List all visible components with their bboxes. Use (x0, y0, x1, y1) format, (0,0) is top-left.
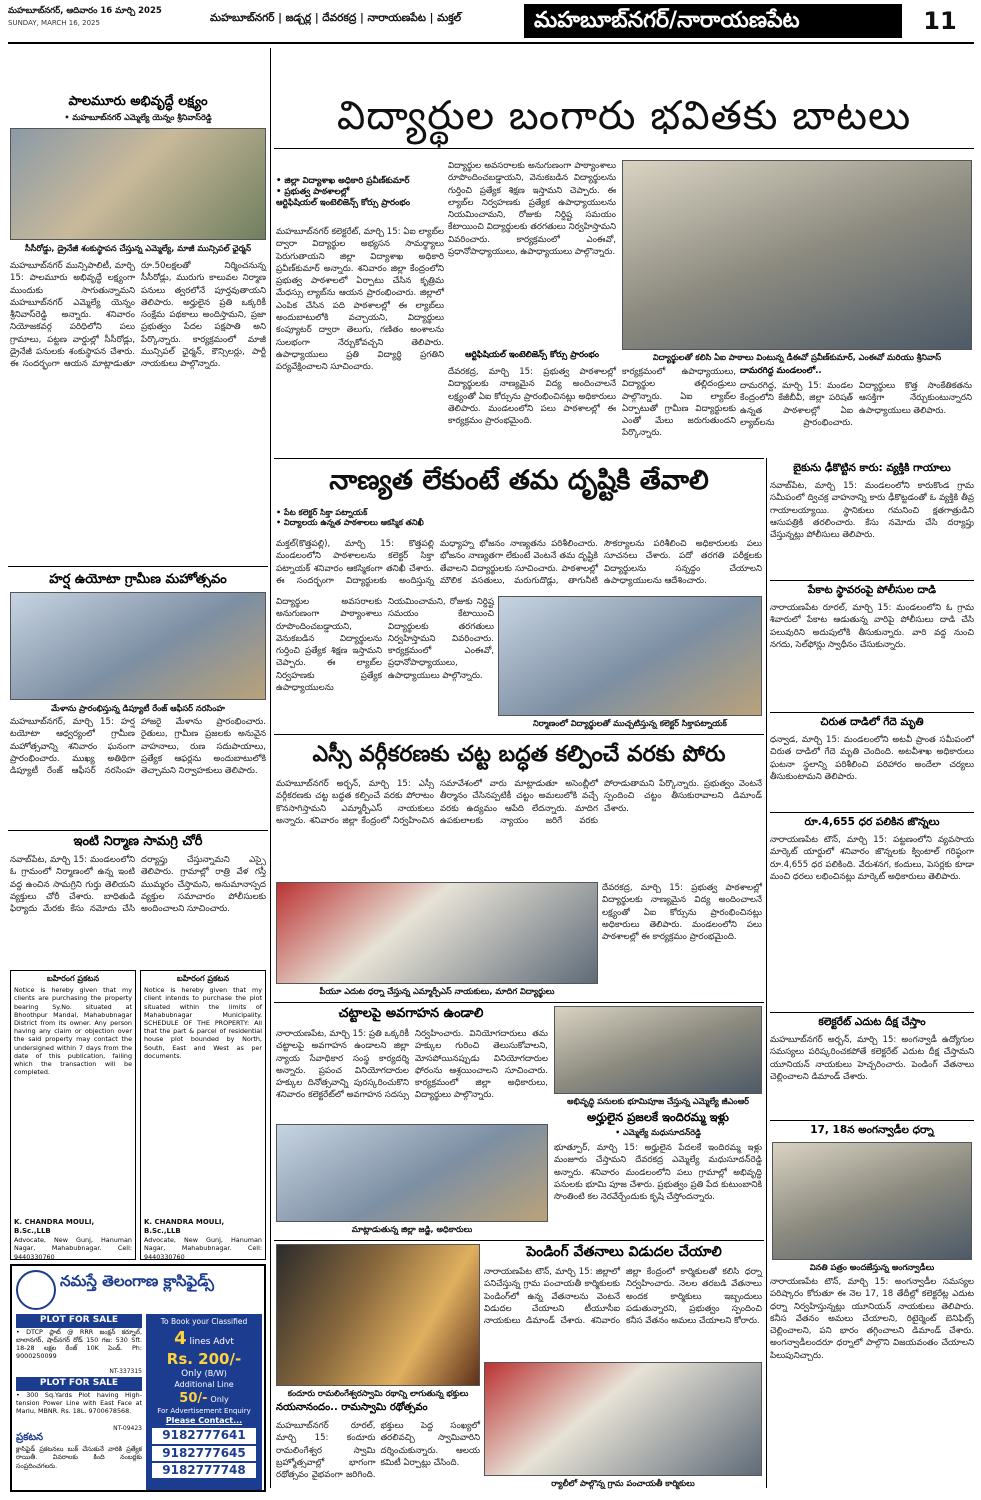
left-story-2-body: మహబూబ్‌నగర్, మార్చి 15: హర్ష టయోటా ఆధ్వర్యంలో గ్రామీణ మహోత్సవాన్ని శనివారం ఘనంగా ప్రారంభించారు. ముఖ్య అతిథిగా డిప్యూటీ రేంజ్ ఆఫీసర్ నరసింహ హాజరై మేళాను ప్రారంభించారు. రైతులు, గ్రామీణ ప్రజలకు అనువైన వాహనాలు, రుణ సదుపాయాలు, ప్రత్యేక ఆఫర్లను అందుబాటులోకి తెచ్చామని నిర్వాహకులు తెలిపారు. (10, 717, 266, 777)
story2-bullet-2: • విద్యాలయ ఉన్నత పాఠశాలలు ఆకస్మిక తనిఖీ (276, 518, 424, 528)
main-headline-block (274, 90, 974, 146)
book-lines-count: 4 (174, 1327, 187, 1349)
legal-notice-2-title: బహిరంగ ప్రకటన (176, 974, 230, 983)
header-rule (8, 42, 974, 44)
right-col-divider (766, 458, 767, 1488)
main-headline-rule (274, 148, 974, 149)
story5-caption: అభివృద్ధి పనులకు భూమిపూజ చేస్తున్న ఎమ్మెల్యే జీఎంఆర్ (567, 1096, 749, 1106)
story4-body: నారాయణపేట, మార్చి 15: ప్రతి ఒక్కరికీ చట్టాలపై అవగాహన ఉండాలని జిల్లా న్యాయ సేవాధికార సంస్థ కార్యదర్శి అన్నారు. ప్రపంచ వినియోగదారుల హక్కుల దినోత్సవాన్ని పురస్కరించుకొని శనివారం కలెక్టరేట్‌లో అవగాహన సదస్సు నిర్వహించారు. వినియోగదారులు తమ హక్కుల గురించి తెలుసుకోవాలని, మోసపోయినప్పుడు వినియోగదారుల ఫోరంను ఆశ్రయించాలని సూచించారు. కార్యక్రమంలో జిల్లా అధికారులు, విద్యార్థులు పాల్గొన్నారు. (276, 1029, 548, 1101)
plot2-body: • 300 Sq.Yards Plot having High-tension Power Line with East Face at Marlu, MBNR. Rs. 18L. 9700678568. (16, 1390, 142, 1416)
book-contact: Please Contact... (165, 1416, 243, 1426)
book-additional: Additional Line (174, 1380, 234, 1390)
story2-photo (498, 596, 762, 716)
main-bottom-rule (274, 458, 764, 459)
left-story-1-caption: సీసీరోడ్డు, డ్రైనేజీ శంకుస్థాపన చేస్తున్న ఎమ్మెల్యే, మాజీ మున్సిపల్ ఛైర్మన్ (24, 243, 252, 253)
right-story-4-body: నారాయణపేట టౌన్, మార్చి 15: పట్టణంలోని వ్యవసాయ మార్కెట్ యార్డులో శనివారం జొన్నలకు క్వింటాల్ గరిష్ఠంగా రూ.4,655 ధర పలికింది. వేరుశనగ, కందులు, పెసర్లకు కూడా మంచి ధరలు లభించినట్లు మార్కెట్ అధికారులు తెలిపారు. (770, 835, 974, 882)
story5-body: భూత్పూర్, మార్చి 15: అర్హులైన పేదలకే ఇందిరమ్మ ఇళ్లు మంజూరు చేస్తామని దేవరకద్ర ఎమ్మెల్యే మధుసూదన్‌రెడ్డి అన్నారు. శనివారం మండలంలోని పలు గ్రామాల్లో అభివృద్ధి పనులకు భూమి పూజ చేశారు. ప్రభుత్వం ప్రతి పేద కుటుంబానికి సొంతింటి కల నెరవేర్చేందుకు కృషి చేస్తోందన్నారు. (554, 1143, 762, 1203)
legal-notice-2-address: Advocate, New Gunj, Hanuman Nagar, Mahabubnagar. Cell: 9440330760 (144, 1236, 262, 1261)
dateline-en: SUNDAY, MARCH 16, 2025 (8, 18, 100, 27)
book-50: 50/- (179, 1390, 208, 1406)
phone-3: 9182777748 (152, 1463, 256, 1478)
left-story-3-title: ఇంటి నిర్మాణ సామగ్రి చోరీ (73, 834, 203, 849)
legal-notice-2-body: Notice is hereby given that my client intends to purchase the plot situated within the limits of Mahabubnagar Municipality. SCHEDULE OF THE PROPERTY: All that the part & parcel of residential house plot bounded by North, South, East and West as per documents. (144, 986, 262, 1060)
story4-caption: మాట్లాడుతున్న జిల్లా జడ్జి, అధికారులు (351, 1224, 473, 1234)
story5-bottom-rule (274, 1240, 764, 1241)
story3-bottom-rule (274, 1002, 764, 1003)
book-bw: (B/W) (204, 1368, 227, 1378)
story7-headline: నయనానందం.. రామస్వామి రథోత్సవం (276, 1402, 428, 1413)
story3-body-cont: దేవరకద్ర, మార్చి 15: ప్రభుత్వ పాఠశాలల్లో విద్యార్థులకు నాణ్యమైన విద్య అందించాలనే లక్ష్యంతో ఏఐ కోర్సును ప్రారంభించినట్లు అధికారులు తెలిపారు. మండలంలోని పలు పాఠశాలల్లో ఈ కార్యక్రమం ప్రారంభమైంది. (602, 883, 762, 943)
right-sep-5 (770, 1120, 974, 1121)
main-photo-caption: విద్యార్థులతో కలిసి ఏఐ పాఠాలు వింటున్న డీఈవో ప్రవీణ్‌కుమార్, ఎంఈవో మరియు శ్రీనివాస్ (652, 352, 942, 362)
main-subhead-2: దామరగిద్ద మండలంలో.. (740, 366, 822, 376)
story7-photo (276, 1244, 480, 1386)
story2-headline: నాణ్యత లేకుంటే తమ దృష్టికి తేవాలి (329, 465, 709, 496)
main-body-5: కార్యక్రమంలో ఉపాధ్యాయులు, విద్యార్థుల తల్లిదండ్రులు పాల్గొన్నారు. ఏఐ ల్యాబ్‌ల ఏర్పాటుతో గ్రామీణ విద్యార్థులకు ఎంతో మేలు జరుగుతుందని పేర్కొన్నారు. (622, 367, 736, 439)
story5-photo (554, 1006, 762, 1094)
story4-photo (276, 1124, 548, 1222)
legal-notice-1-body: Notice is hereby given that my clients are purchasing the property bearing Sy.No. situated at Bhoothpur Mandal, Mahabubnagar District from its owner. Any person having any claim or objection over the said property may contact the undersigned within 7 days from the date of this publication, failing which the transaction will be completed. (14, 986, 132, 1077)
legal-notice-1 (10, 970, 136, 1260)
story2-caption: నిర్మాణంలో విద్యార్థులతో ముచ్చటిస్తున్న కలెక్టర్ సిక్తాపట్నాయక్ (533, 718, 727, 728)
story7-caption: కందూరు రామలింగేశ్వరస్వామి రథాన్ని లాగుతున్న భక్తులు (287, 1388, 469, 1398)
right-story-2-body: నారాయణపేట రూరల్, మార్చి 15: మండలంలోని ఓ గ్రామ శివారులో పేకాట ఆడుతున్న వారిపై పోలీసులు దాడి చేసి పలువురిని అదుపులోకి తీసుకున్నారు. వారి వద్ద నుంచి నగదు, సెల్‌ఫోన్లు స్వాధీనం చేసుకున్నారు. (770, 603, 974, 650)
story2-bottom-rule (274, 734, 764, 735)
story6-headline: పెండింగ్ వేతనాలు విడుదల చేయాలి (526, 1244, 722, 1260)
right-story-6-title: 17, 18న అంగన్వాడీల ధర్నా (810, 1124, 934, 1136)
left-sep-2 (8, 830, 268, 831)
book-enquiry: For Advertisement Enquiry (157, 1407, 251, 1416)
right-story-4-title: రూ.4,655 ధర పలికిన జొన్నలు (804, 816, 940, 828)
legal-notice-1-title: బహిరంగ ప్రకటన (46, 974, 100, 983)
plot1-head: PLOT FOR SALE (16, 1314, 142, 1328)
main-bullets (276, 176, 444, 224)
classifieds-seal-icon (16, 1270, 56, 1310)
main-body-4: దామరగిద్ద, మార్చి 15: మండల కేంద్రంలోని కేజీబీవీ, జిల్లా పరిషత్ ఉన్నత పాఠశాలల్లో ఏఐ ల్యాబ్‌లను ప్రారంభించారు. విద్యార్థులు కొత్త సాంకేతికతను ఆసక్తిగా నేర్చుకుంటున్నారని ఉపాధ్యాయులు తెలిపారు. (740, 381, 972, 428)
plot1-code: NT-337315 (109, 1367, 142, 1375)
plot2-head: PLOT FOR SALE (16, 1377, 142, 1391)
story3-headline-block (276, 738, 762, 774)
main-body-1: మహబూబ్‌నగర్ కలెక్టరేట్, మార్చి 15: ఏఐ ల్యాబ్‌ల ద్వారా విద్యార్థుల అభ్యసన సామర్థ్యాలు పెరుగుతాయని జిల్లా విద్యాశాఖ అధికారి ప్రవీణ్‌కుమార్ అన్నారు. శనివారం జిల్లా కేంద్రంలోని ప్రభుత్వ పాఠశాలలో ఏర్పాటు చేసిన కృత్రిమ మేధస్సు ల్యాబ్‌ను ఆయన ప్రారంభించారు. జిల్లాలో ఎంపిక చేసిన పది పాఠశాలల్లో ఈ ల్యాబ్‌లు అందుబాటులోకి వచ్చాయని, విద్యార్థులు కంప్యూటర్ ద్వారా తెలుగు, గణితం అంశాలను సులభంగా నేర్చుకోవచ్చని తెలిపారు. ఉపాధ్యాయులు ప్రతి విద్యార్థి ప్రగతిని పర్యవేక్షించాలని సూచించారు. (276, 227, 444, 373)
legal-notice-1-address: Advocate, New Gunj, Hanuman Nagar, Mahabubnagar. Cell: 9440330760 (14, 1236, 132, 1261)
main-subhead: ఆర్టిఫిషియల్ ఇంటెలిజెన్స్ కోర్సు ప్రారంభం (464, 350, 600, 360)
left-story-1-sub: • మహబూబ్‌నగర్ ఎమ్మెల్యే యెన్నం శ్రీనివాస్‌రెడ్డి (64, 112, 212, 122)
right-sep-2 (770, 712, 974, 713)
left-story-1-photo (10, 128, 266, 240)
right-story-5-title: కలెక్టరేట్ ఎదుట దీక్ష చేస్తాం (818, 1016, 926, 1028)
left-story-2-title: హర్ష ఉయోటా గ్రామీణ మహోత్సవం (49, 572, 227, 587)
right-story-6-caption: వినతి పత్రం అందజేస్తున్న అంగన్వాడీలు (809, 1262, 935, 1272)
story2-body-cont: విద్యార్థుల అవసరాలకు అనుగుణంగా పాఠ్యాంశాలు రూపొందించబడ్డాయని, వెనుకబడిన విద్యార్థులను గుర్తించి ప్రత్యేక శిక్షణ ఇస్తామని చెప్పారు. ఈ ల్యాబ్‌ల నిర్వహణకు ప్రత్యేక ఉపాధ్యాయులను నియమించామని, రోజుకు నిర్దిష్ట సమయం కేటాయించి విద్యార్థులకు తరగతులు నిర్వహిస్తామని వివరించారు. కార్యక్రమంలో ఎంఈవో, ప్రధానోపాధ్యాయులు, ఉపాధ్యాయులు పాల్గొన్నారు. (276, 597, 494, 694)
book-line1: To Book your Classified (160, 1317, 248, 1326)
legal-notice-2-signature: K. CHANDRA MOULI, B.Sc.,LLB (144, 1218, 225, 1236)
story3-headline: ఎస్సీ వర్గీకరణకు చట్ట బద్ధత కల్పించే వరకు పోరు (312, 742, 726, 767)
story3-photo (276, 882, 598, 984)
page-number: 11 (923, 7, 957, 35)
dateline-block (8, 6, 208, 36)
plot1-body: • DTCP ప్లాట్ @ RRR జంక్షన్ కర్నూల్, బాలానగర్, షాద్‌నగర్ రోడ్ 150 గజ: 530 Sft. 18-28 లక్షల రేంజ్ 10K పెండ్. Ph: 9000250099 (16, 1327, 142, 1361)
right-story-2-title: పేకాట స్థావరంపై పోలీసుల దాడి (807, 584, 937, 596)
story2-bullets (276, 508, 436, 536)
main-headline: విద్యార్థుల బంగారు భవితకు బాటలు (336, 93, 912, 139)
district-list: మహబూబ్‌నగర్ | జడ్చర్ల | దేవరకద్ర | నారాయణపేట | మక్తల్ (210, 12, 462, 24)
story4-headline: చట్టాలపై అవగాహన ఉండాలి (338, 1006, 484, 1021)
right-story-1-body: నవాబ్‌పేట, మార్చి 15: మండలంలోని కారుకొండ గ్రామ సమీపంలో ద్విచక్ర వాహనాన్ని కారు ఢీకొట్టడంతో ఓ వ్యక్తికి తీవ్ర గాయాలయ్యాయి. స్థానికులు గమనించి క్షతగాత్రుడిని ఆసుపత్రికి తరలించారు. కేసు నమోదు చేసి దర్యాప్తు చేస్తున్నట్లు పోలీసులు తెలిపారు. (770, 481, 974, 541)
classified-booking-panel (146, 1314, 262, 1490)
prakatana-title: ప్రకటన (16, 1432, 44, 1444)
right-story-3-body: ధన్వాడ, మార్చి 15: మండలంలోని అటవీ ప్రాంత సమీపంలో చిరుత దాడిలో గేదె మృతి చెందింది. అటవీశాఖ అధికారులు ఘటనా స్థలాన్ని పరిశీలించి పరిహారం అందేలా చర్యలు తీసుకుంటామని తెలిపారు. (770, 735, 974, 782)
main-bullet-3: ఆర్టిఫిషియల్ ఇంటెలిజెన్స్ కోర్సు ప్రారంభం (276, 197, 411, 208)
left-story-1-title: పాలమూరు అభివృద్ధే లక్ష్యం (68, 94, 208, 109)
main-bullet-2: • ప్రభుత్వ పాఠశాలల్లో (276, 186, 350, 197)
right-story-3-title: చిరుత దాడిలో గేదె మృతి (820, 716, 924, 728)
page-number-box (906, 4, 974, 38)
main-bullet-1: • జిల్లా విద్యాశాఖ అధికారి ప్రవీణ్‌కుమార్ (276, 176, 410, 186)
district-tabs (210, 12, 522, 30)
section-title: మహబూబ్‌నగర్/నారాయణపేట (534, 8, 800, 33)
right-story-5-body: మహబూబ్‌నగర్ అర్బన్, మార్చి 15: అంగన్వాడీ ఉద్యోగుల సమస్యలు పరిష్కరించకపోతే కలెక్టరేట్ ఎదుట దీక్ష చేస్తామని యూనియన్ నాయకులు హెచ్చరించారు. పెండింగ్ వేతనాలు చెల్లించాలని డిమాండ్ చేశారు. (770, 1035, 974, 1082)
story6-caption: ర్యాలీలో పాల్గొన్న గ్రామ పంచాయతీ కార్మికులు (551, 1478, 695, 1488)
left-story-1-body: మహబూబ్‌నగర్ మున్సిపాలిటీ, మార్చి 15: పాలమూరు అభివృద్ధే లక్ష్యంగా ముందుకు సాగుతున్నామని మహబూబ్‌నగర్ ఎమ్మెల్యే యెన్నం శ్రీనివాస్‌రెడ్డి అన్నారు. శనివారం నియోజకవర్గ పరిధిలోని పలు గ్రామాలు, పట్టణ వార్డుల్లో సీసీరోడ్లు, డ్రైనేజీ పనులకు శంకుస్థాపన చేశారు. ఈ సందర్భంగా ఆయన మాట్లాడుతూ రూ.50లక్షలతో నిర్మించనున్న సీసీరోడ్లు, మురుగు కాలువల నిర్మాణ పనులు త్వరలోనే పూర్తవుతాయని తెలిపారు. అర్హులైన ప్రతి ఒక్కరికీ సంక్షేమ పథకాలు అందిస్తామని, ప్రజా ప్రభుత్వం పేదల పక్షపాతి అని పేర్కొన్నారు. కార్యక్రమంలో మాజీ మున్సిపల్ ఛైర్మన్, కౌన్సిలర్లు, పార్టీ నాయకులు పాల్గొన్నారు. (10, 261, 266, 370)
right-story-1-title: బైకును ఢీకొట్టిన కారు: వ్యక్తికి గాయాలు (793, 462, 951, 474)
story5-sub: • ఎమ్మెల్యే మధుసూదన్‌రెడ్డి (615, 1128, 701, 1137)
left-story-2-caption: మేళాను ప్రారంభిస్తున్న డిప్యూటీ రేంజ్ ఆఫీసర్ నరసింహ (51, 703, 225, 713)
right-story-6-body: నారాయణపేట టౌన్, మార్చి 15: అంగన్వాడీల సమస్యల పరిష్కారం కోరుతూ ఈ నెల 17, 18 తేదీల్లో కలెక్టరేట్ల ఎదుట ధర్నా నిర్వహిస్తున్నట్లు యూనియన్ నాయకులు తెలిపారు. కనీస వేతనం అమలు చేయాలని, రిటైర్మెంట్ బెనిఫిట్స్ చెల్లించాలని, పని భారం తగ్గించాలని డిమాండ్ చేశారు. అంగన్వాడీలందరూ ధర్నాలో పాల్గొని విజయవంతం చేయాలని పిలుపునిచ్చారు. (770, 1277, 974, 1361)
story6-photo (484, 1362, 762, 1476)
legal-notice-1-signature: K. CHANDRA MOULI, B.Sc.,LLB (14, 1218, 95, 1236)
story2-headline-block (276, 462, 762, 502)
left-sep-1 (8, 566, 268, 567)
phone-1: 9182777641 (152, 1428, 256, 1443)
classifieds-block (10, 1264, 266, 1492)
right-sep-4 (770, 1012, 974, 1013)
right-story-6-photo (772, 1142, 972, 1260)
left-col-divider (270, 48, 271, 1488)
dateline: మహబూబ్‌నగర్, ఆదివారం 16 మార్చి 2025 (8, 6, 162, 16)
story3-caption: పీయూ ఎదుట ధర్నా చేస్తున్న ఎమ్మార్పీఎస్ నాయకులు, మాదిగ విద్యార్థులు (319, 986, 555, 996)
book-lines-text: lines Advt (189, 1336, 234, 1347)
classifieds-title: నమస్తే తెలంగాణ క్లాసిఫైడ్స్ (60, 1272, 214, 1290)
legal-notice-2 (140, 970, 266, 1260)
classifieds-listings (16, 1314, 142, 1490)
story2-body: మక్తల్(కొత్తపల్లి), మార్చి 15: కొత్తపల్లి మండలంలోని పాఠశాలలను కలెక్టర్ సిక్తా పట్నాయక్ శనివారం ఆకస్మికంగా తనిఖీ చేశారు. ఈ సందర్భంగా విద్యార్థులకు అందిస్తున్న మధ్యాహ్న భోజనం నాణ్యతను పరిశీలించారు. భోజనం నాణ్యతగా లేకుంటే వెంటనే తమ దృష్టికి తేవాలని విద్యార్థులకు సూచించారు. పాఠశాలల్లో మౌలిక వసతులు, మరుగుదొడ్లు, తాగునీటి సౌకర్యాలను పరిశీలించి అధికారులకు పలు సూచనలు చేశారు. పదో తరగతి పరీక్షలకు విద్యార్థులను సన్నద్ధం చేయాలని ఉపాధ్యాయులను ఆదేశించారు. (276, 539, 762, 586)
main-body-2: విద్యార్థుల అవసరాలకు అనుగుణంగా పాఠ్యాంశాలు రూపొందించబడ్డాయని, వెనుకబడిన విద్యార్థులను గుర్తించి ప్రత్యేక శిక్షణ ఇస్తామని చెప్పారు. ఈ ల్యాబ్‌ల నిర్వహణకు ప్రత్యేక ఉపాధ్యాయులను నియమించామని, రోజుకు నిర్దిష్ట సమయం కేటాయించి విద్యార్థులకు తరగతులు నిర్వహిస్తామని వివరించారు. కార్యక్రమంలో ఎంఈవో, ప్రధానోపాధ్యాయులు, ఉపాధ్యాయులు పాల్గొన్నారు. (448, 161, 616, 258)
main-photo (622, 160, 972, 350)
phone-2: 9182777645 (152, 1446, 256, 1461)
story2-bullet-1: • పేట కలెక్టర్ సిక్తా పట్నాయక్ (276, 508, 368, 517)
story3-body: మహబూబ్‌నగర్ అర్బన్, మార్చి 15: ఎస్సీ వర్గీకరణకు చట్ట బద్ధత కల్పించే వరకు పోరాటం కొనసాగిస్తామని ఎమ్మార్పీఎస్ నాయకులు అన్నారు. శనివారం జిల్లా కేంద్రంలో నిర్వహించిన సమావేశంలో వారు మాట్లాడుతూ అసెంబ్లీలో తీర్మానం చేసినప్పటికీ చట్టం అమలులోకి వచ్చే వరకు ఉద్యమం ఆపేది లేదన్నారు. మాదిగ ఉపకులాలకు న్యాయం జరిగే వరకు పోరాడుతామని పేర్కొన్నారు. ప్రభుత్వం వెంటనే స్పందించి చట్టం తీసుకురావాలని డిమాండ్ చేశారు. (276, 779, 762, 826)
story6-body: నారాయణపేట టౌన్, మార్చి 15: జిల్లాలో పనిచేస్తున్న గ్రామ పంచాయతీ కార్మికులకు పెండింగ్‌లో ఉన్న వేతనాలను వెంటనే విడుదల చేయాలని టీయూసీఐ నాయకులు డిమాండ్ చేశారు. శనివారం జిల్లా కేంద్రంలో కార్మికులతో కలిసి ధర్నా నిర్వహించారు. నెలల తరబడి వేతనాలు అందక కార్మికులు ఇబ్బందులు పడుతున్నారని, ప్రభుత్వం స్పందించి కనీస వేతనం అమలు చేయాలని కోరారు. (484, 1267, 762, 1327)
book-50-only: Only (210, 1394, 229, 1404)
right-sep-3 (770, 812, 974, 813)
right-sep-1 (770, 580, 974, 581)
book-only: Only (181, 1368, 202, 1379)
book-price: Rs. 200/- (166, 1349, 242, 1368)
plot2-code: NT-09423 (113, 1424, 142, 1432)
left-story-2-photo (10, 592, 266, 700)
left-story-3-body: నవాబ్‌పేట, మార్చి 15: మండలంలోని ఓ గ్రామంలో నిర్మాణంలో ఉన్న ఇంటి వద్ద ఉంచిన సామగ్రిని గుర్తు తెలియని వ్యక్తులు చోరీ చేశారు. బాధితుడి ఫిర్యాదు మేరకు కేసు నమోదు చేసి దర్యాప్తు చేస్తున్నామని ఎస్సై తెలిపారు. గ్రామాల్లో రాత్రి వేళ గస్తీ ముమ్మరం చేస్తామని, అనుమానాస్పద వ్యక్తుల సమాచారం పోలీసులకు అందించాలని సూచించారు. (10, 855, 266, 915)
story5-headline: అర్హులైన ప్రజలకే ఇందిరమ్మ ఇళ్లు (587, 1110, 729, 1124)
story7-body: మహబూబ్‌నగర్ రూరల్, మార్చి 15: కందూరు రామలింగేశ్వర స్వామి బ్రహ్మోత్సవాల్లో భాగంగా రథోత్సవం వైభవంగా జరిగింది. భక్తులు పెద్ద సంఖ్యలో తరలివచ్చి స్వామివారిని దర్శించుకున్నారు. ఆలయ కమిటీ ఏర్పాట్లు చేసింది. (276, 1421, 480, 1481)
prakatana-body: క్లాసిఫైడ్ ప్రకటనలు బుక్ చేసుకునే వారికి ప్రత్యేక రాయితీ. వివరాలకు కింది నంబర్లకు సంప్రదించగలరు. (16, 1445, 142, 1470)
section-banner (524, 4, 902, 38)
main-body-3: దేవరకద్ర, మార్చి 15: ప్రభుత్వ పాఠశాలల్లో విద్యార్థులకు నాణ్యమైన విద్య అందించాలనే లక్ష్యంతో ఏఐ కోర్సును ప్రారంభించినట్లు అధికారులు తెలిపారు. మండలంలోని పలు పాఠశాలల్లో ఈ కార్యక్రమం ప్రారంభమైంది. (448, 367, 616, 427)
